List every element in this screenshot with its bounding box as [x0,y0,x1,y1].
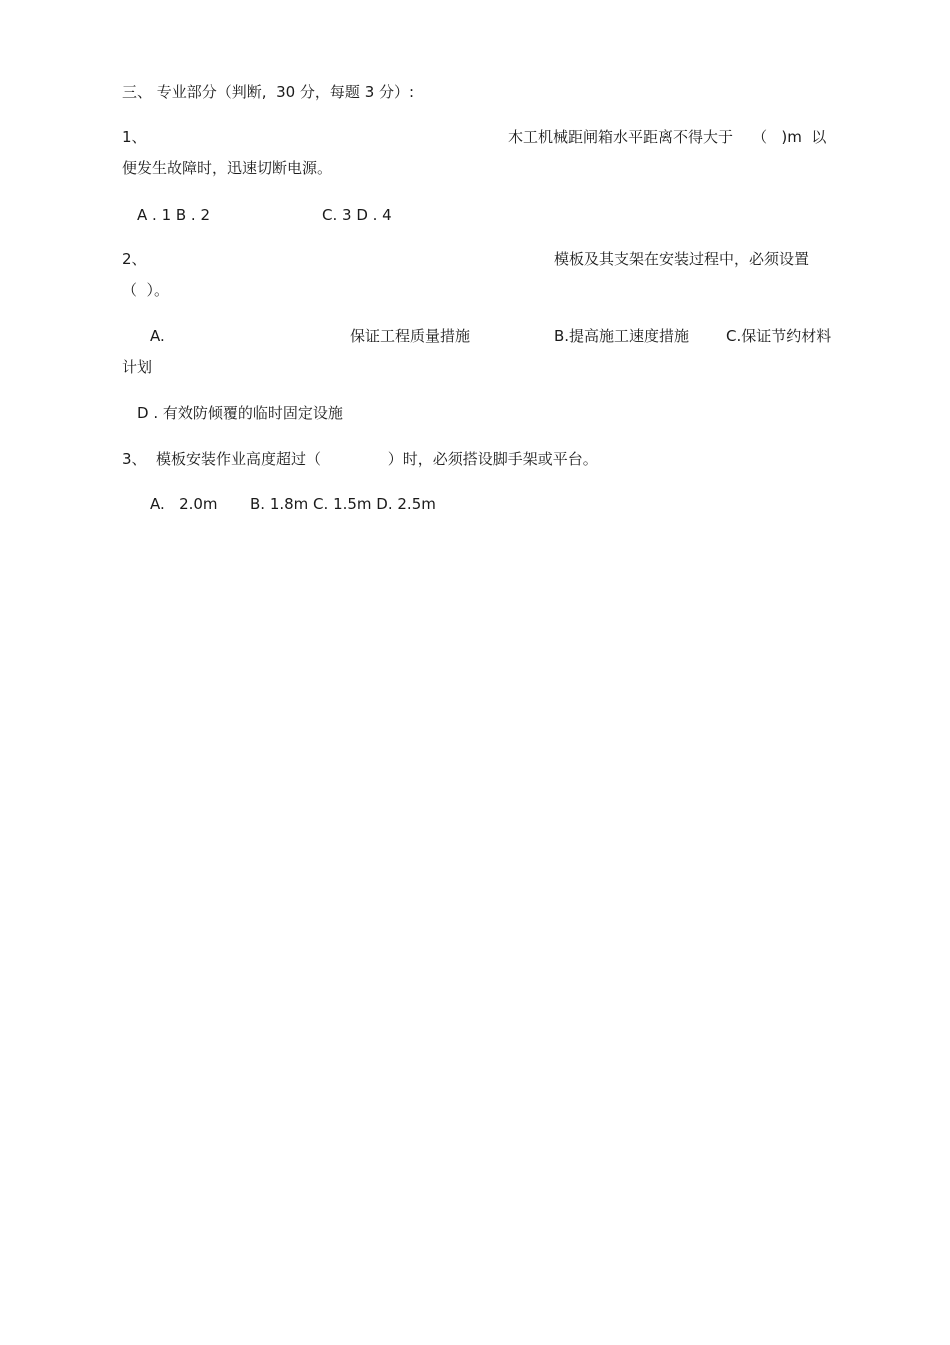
question-2-option-b: B.提高施工速度措施 [554,327,690,345]
question-2-stem-line1: 模板及其支架在安装过程中，必须设置 [554,250,810,268]
question-2-option-c-line2: 计划 [122,358,153,376]
question-1-stem-line2: 便发生故障时，迅速切断电源。 [122,159,333,177]
question-2-option-a-label: A. [150,327,165,345]
question-2-option-a-text: 保证工程质量措施 [350,327,471,345]
question-2-stem-line2: （ ）。 [122,281,170,299]
question-2-option-d: D . 有效防倾覆的临时固定设施 [137,404,343,422]
question-2-option-c-line1: C.保证节约材料 [726,327,832,345]
question-3-option-a: A. 2.0m [150,495,218,513]
question-3-number: 3、 [122,450,147,468]
section-heading: 三、 专业部分（判断, 30 分，每题 3 分）: [122,83,415,101]
question-3-options-bcd: B. 1.8m C. 1.5m D. 2.5m [250,495,436,513]
question-1-options-cd: C. 3 D . 4 [322,206,392,224]
question-1-number: 1、 [122,128,147,146]
question-2-number: 2、 [122,250,147,268]
question-1-stem-line1: 木工机械距闸箱水平距离不得大于 （ )m 以 [508,128,827,146]
question-3-stem: 模板安装作业高度超过（ ）时，必须搭设脚手架或平台。 [156,450,598,468]
question-1-options-ab: A . 1 B . 2 [137,206,211,224]
